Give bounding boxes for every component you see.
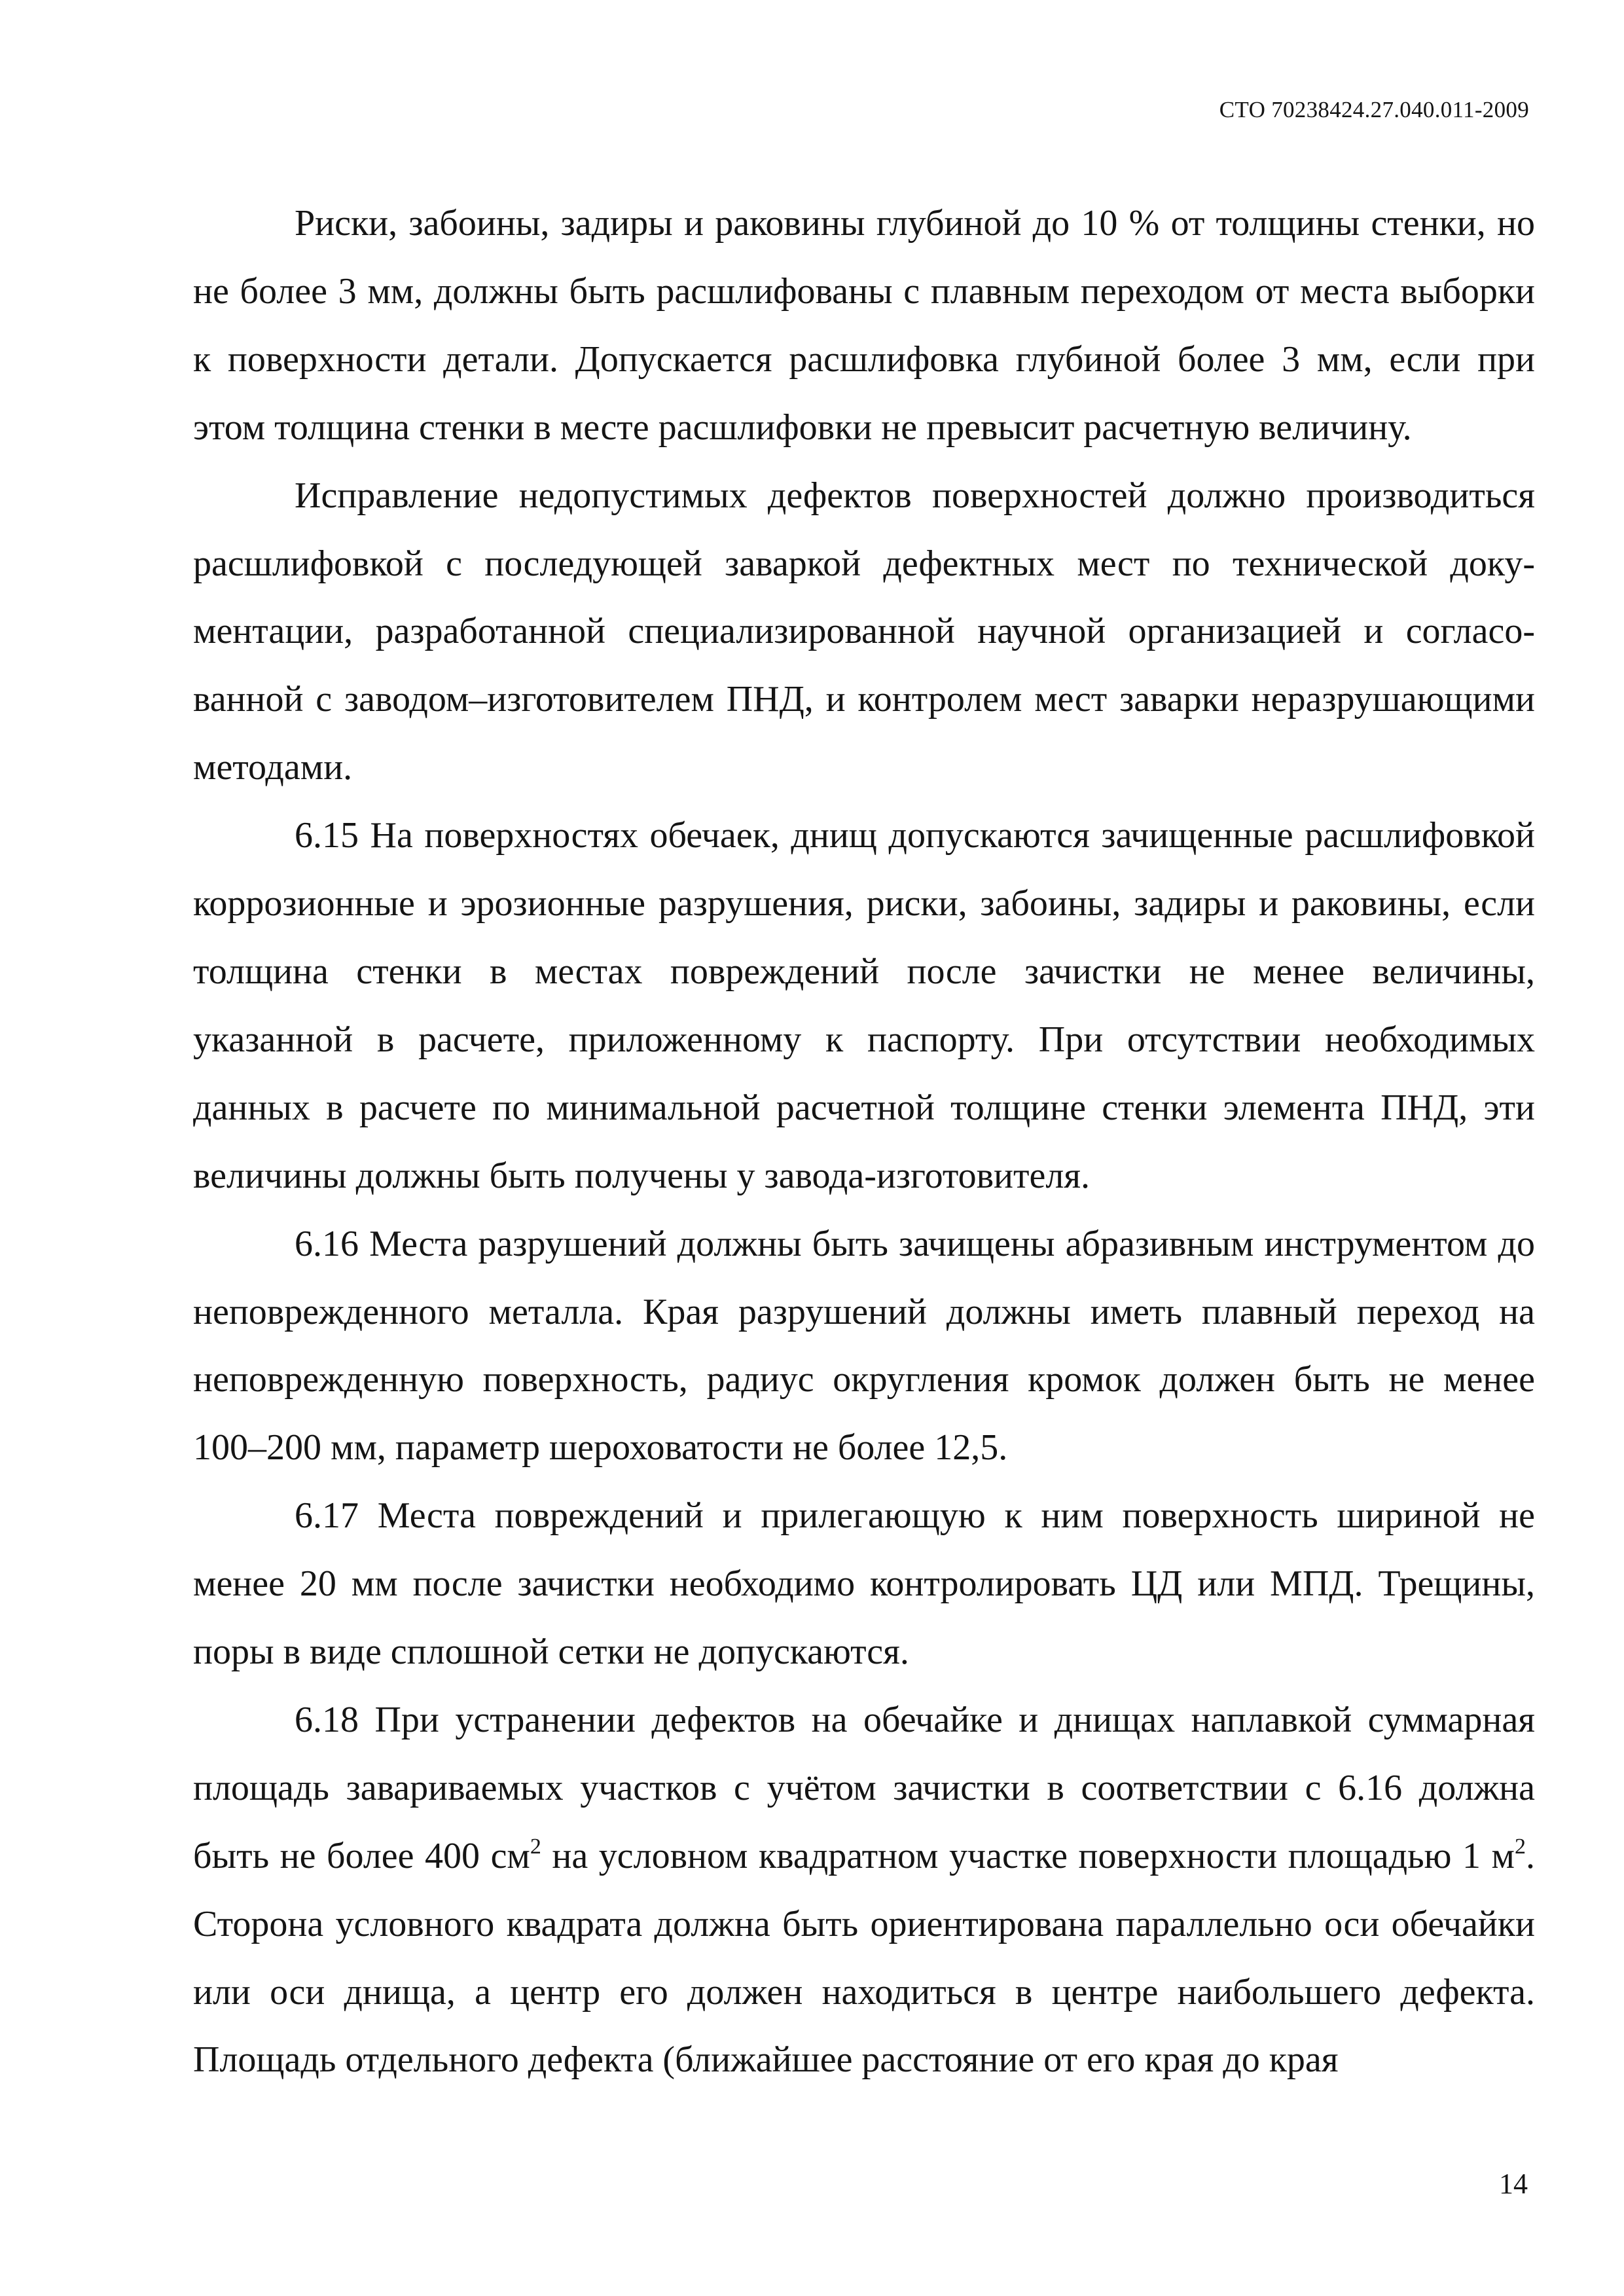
superscript-square: 2	[1515, 1834, 1526, 1859]
paragraph-defect-correction: Исправление недопустимых дефектов поверхностей должно производиться расшлифовкой с последующей заваркой дефектных мест по технической документации, разработанной специализированной научной организацией и согласованной с заводом–изготовителем ПНД, и контролем мест заварки неразрушающими методами.	[193, 475, 1535, 788]
document-code-header: СТО 70238424.27.040.011-2009	[1219, 97, 1529, 122]
document-body	[193, 190, 1535, 2094]
paragraph-6-16: 6.16 Места разрушений должны быть зачищены абразивным инструментом до неповрежденного металла. Края разрушений должны иметь плавный переход на неповрежденную поверхность, радиус округления кромок должен быть не менее 100–200 мм, параметр шероховатости не более 12,5.	[193, 1223, 1535, 1468]
paragraph-6-17: 6.17 Места повреждений и прилегающую к ним поверхность шириной не менее 20 мм после зачистки необходимо контролировать ЦД или МПД. Трещины, поры в виде сплошной сетки не допускаются.	[193, 1495, 1535, 1673]
paragraph-6-18	[193, 1686, 1535, 2094]
paragraph-grinding-scratches: Риски, забоины, задиры и раковины глубиной до 10 % от толщины стенки, но не более 3 мм, должны быть расшлифованы с плавным переходом от места выборки к поверхности детали. Допускается расшлифовка глубиной более 3 мм, если при этом толщина стенки в месте расшлифовки не превысит расчетную величину.	[193, 203, 1535, 448]
paragraph-6-15: 6.15 На поверхностях обечаек, днищ допускаются зачищенные расшлифовкой коррозионные и эрозионные разрушения, риски, забоины, задиры и раковины, если толщина стенки в местах повреждений после зачистки не менее величины, указанной в расчете, приложенному к паспорту. При отсутствии необходимых данных в расчете по минимальной расчетной толщине стенки элемента ПНД, эти величины должны быть получены у завода-изготовителя.	[193, 815, 1535, 1196]
paragraph-6-18-text-2: на условном квадратном участке поверхности площадью 1 м	[541, 1835, 1515, 1876]
page-number: 14	[1499, 2168, 1528, 2200]
paragraph-6-18-text-3: . Сторона условного квадрата должна быть ориентирована параллельно оси обечайки или оси днища, а центр его должен находиться в центре наибольшего дефекта. Площадь отдельного дефекта (ближайшее расстояние от его края до края	[193, 1835, 1535, 2081]
superscript-square: 2	[530, 1834, 541, 1859]
paragraph-6-18-text-1: 6.18 При устранении дефектов на обечайке и днищах наплавкой суммарная площадь завариваемых участков с учётом зачистки в соответствии с 6.16 должна быть не более 400 см	[193, 1699, 1535, 1876]
